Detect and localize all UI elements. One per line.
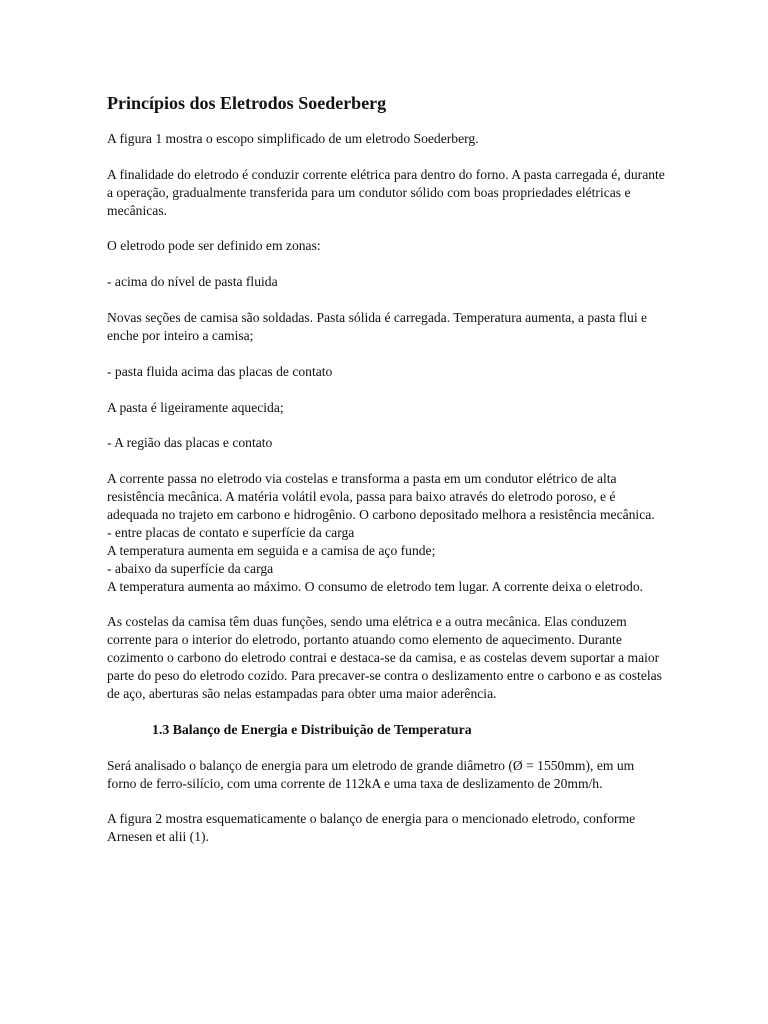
paragraph: A corrente passa no eletrodo via costelas e transforma a pasta em um condutor elétrico de alta resistência mecânica. A matéria volátil evola, passa para baixo através do eletrodo poroso, e é adequada no trajeto em carbono e hidrogênio. O carbono depositado melhora a resistência mecânica.: [107, 471, 655, 522]
paragraph: A temperatura aumenta em seguida e a camisa de aço funde;: [107, 542, 436, 558]
zone-item: - acima do nível de pasta fluida: [107, 274, 278, 290]
paragraph: O eletrodo pode ser definido em zonas:: [107, 238, 321, 254]
paragraph: Novas seções de camisa são soldadas. Pasta sólida é carregada. Temperatura aumenta, a pasta flui e enche por inteiro a camisa;: [107, 310, 648, 343]
paragraph: A finalidade do eletrodo é conduzir corrente elétrica para dentro do forno. A pasta carregada é, durante a operação, gradualmente transferida para um condutor sólido com boas propriedades elétricas e mecânicas.: [107, 166, 665, 218]
paragraph: A figura 1 mostra o escopo simplificado de um eletrodo Soederberg.: [107, 131, 479, 146]
zone-item: - A região das placas e contato: [107, 435, 273, 451]
zone-item: - entre placas de contato e superfície da carga: [107, 524, 355, 540]
paragraph: As costelas da camisa têm duas funções, sendo uma elétrica e a outra mecânica. Elas conduzem corrente para o interior do eletrodo, portanto atuando como elemento de aquecimento. Durante cozimento o carbono do eletrodo contrai e destaca-se da camisa, e as costelas devem suportar a maior parte do peso do eletrodo cozido. Para precaver-se contra o deslizamento entre o carbono e as costelas de aço, aberturas são nelas estampadas para obter uma maior aderência.: [107, 614, 662, 701]
document-body: [107, 92, 667, 864]
paragraph: A figura 2 mostra esquematicamente o balanço de energia para o mencionado eletrodo, conforme Arnesen et alii (1).: [107, 811, 636, 845]
paragraph: A pasta é ligeiramente aquecida;: [107, 399, 284, 415]
zone-item: - abaixo da superfície da carga: [107, 560, 274, 576]
paragraph: Será analisado o balanço de energia para um eletrodo de grande diâmetro (Ø = 1550mm), em um forno de ferro-silício, com uma corrente de 112kA e uma taxa de deslizamento de 20mm/h.: [107, 757, 635, 791]
zone-item: - pasta fluida acima das placas de contato: [107, 363, 333, 379]
section-heading: 1.3 Balanço de Energia e Distribuição de Temperatura: [152, 721, 472, 737]
paragraph: A temperatura aumenta ao máximo. O consumo de eletrodo tem lugar. A corrente deixa o eletrodo.: [107, 578, 644, 594]
page-title: Princípios dos Eletrodos Soederberg: [107, 93, 387, 113]
